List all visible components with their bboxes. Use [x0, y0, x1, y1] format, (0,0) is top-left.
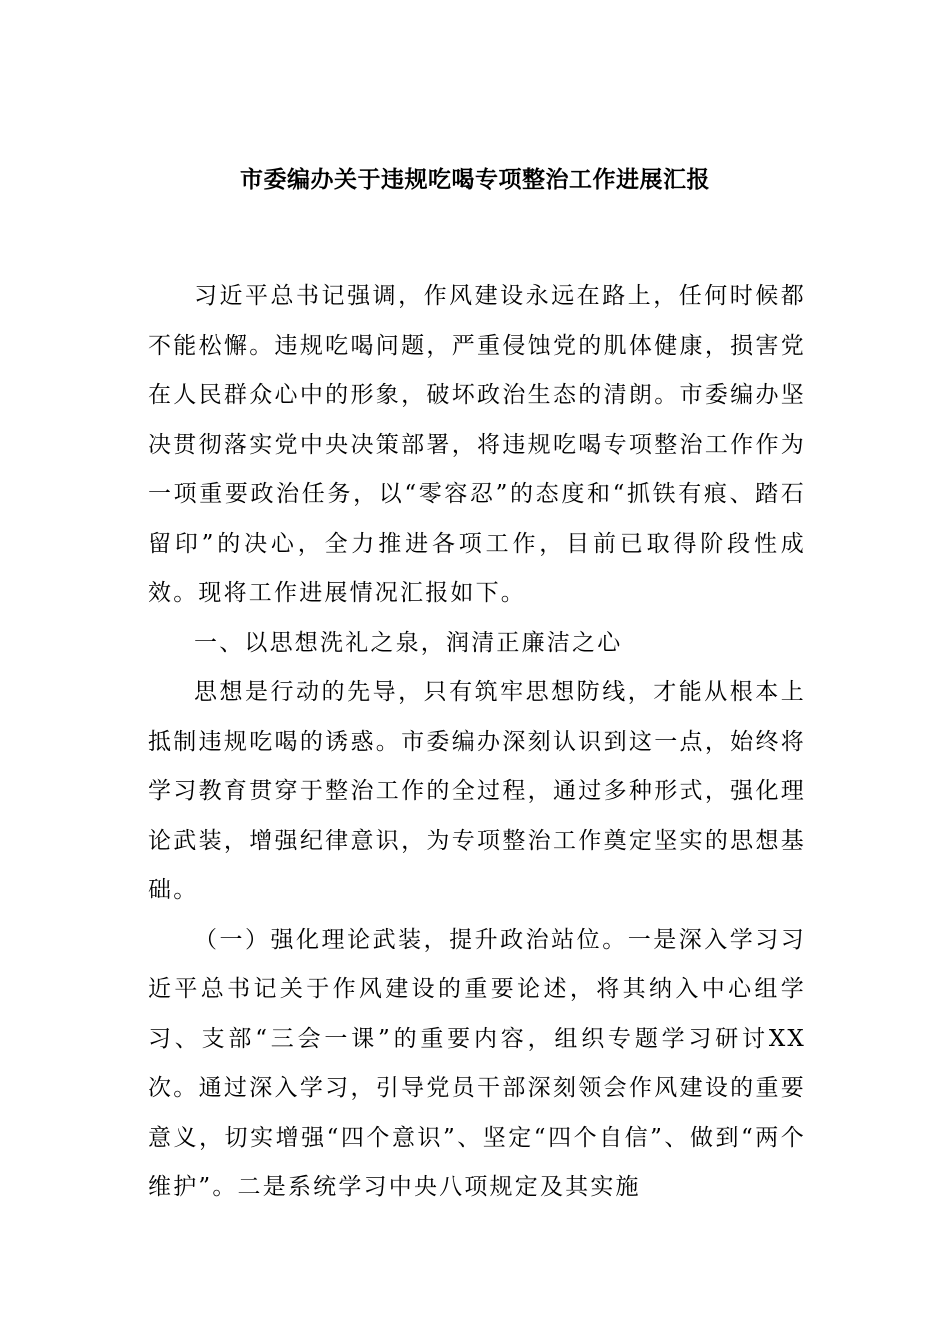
- paragraph-intro: 习近平总书记强调，作风建设永远在路上，任何时候都不能松懈。违规吃喝问题，严重侵蚀党的肌体健康，损害党在人民群众心中的形象，破坏政治生态的清朗。市委编办坚决贯彻落实党中央决策部署，将违规吃喝专项整治工作作为一项重要政治任务，以“零容忍”的态度和“抓铁有痕、踏石留印”的决心，全力推进各项工作，目前已取得阶段性成效。现将工作进展情况汇报如下。: [148, 283, 806, 606]
- document-title: 市委编办关于违规吃喝专项整治工作进展汇报: [240, 166, 710, 193]
- document-body: [148, 272, 806, 1213]
- paragraph-subsection-1: （一）强化理论武装，提升政治站位。一是深入学习习近平总书记关于作风建设的重要论述，将其纳入中心组学习、支部“三会一课”的重要内容，组织专题学习研讨XX次。通过深入学习，引导党员干部深刻领会作风建设的重要意义，切实增强“四个意识”、坚定“四个自信”、做到“两个维护”。二是系统学习中央八项规定及其实施: [148, 926, 806, 1200]
- section-heading-1: 一、以思想洗礼之泉，润清正廉洁之心: [194, 629, 623, 656]
- paragraph-section-1: 思想是行动的先导，只有筑牢思想防线，才能从根本上抵制违规吃喝的诱惑。市委编办深刻认识到这一点，始终将学习教育贯穿于整治工作的全过程，通过多种形式，强化理论武装，增强纪律意识，为专项整治工作奠定坚实的思想基础。: [148, 679, 806, 903]
